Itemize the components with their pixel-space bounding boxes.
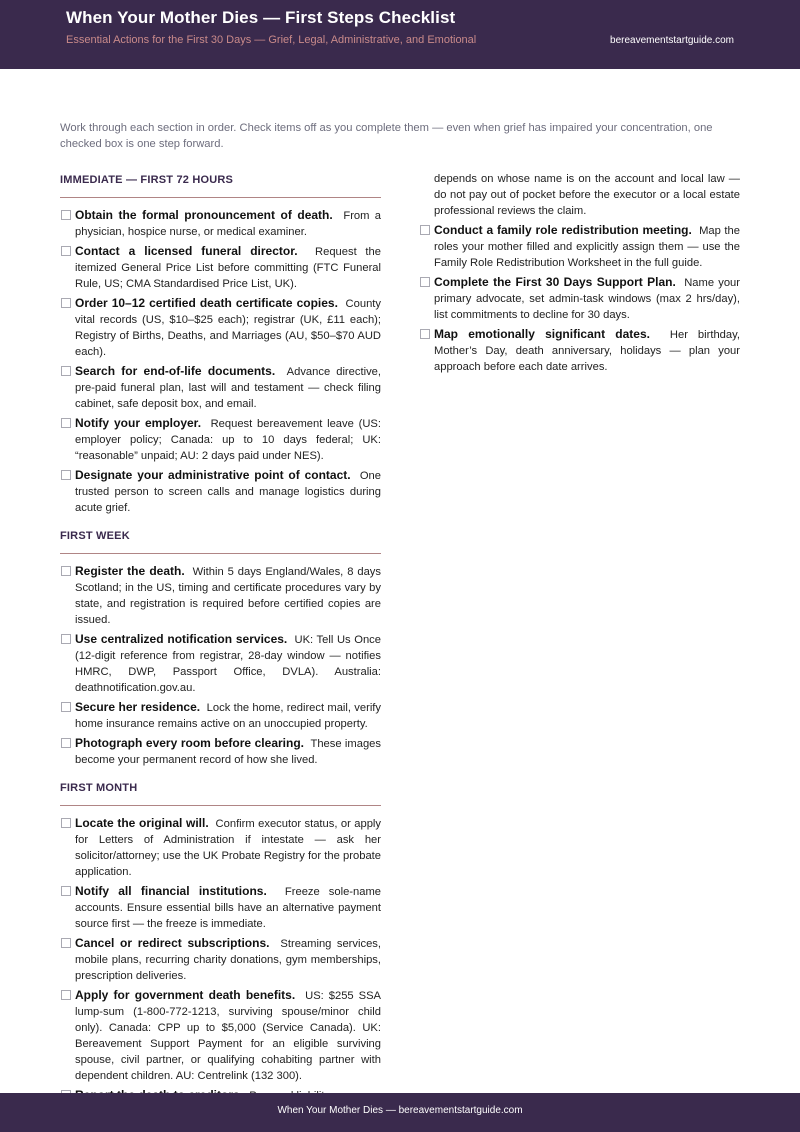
checklist-item bbox=[60, 295, 381, 360]
checkbox[interactable] bbox=[61, 738, 71, 748]
checkbox[interactable] bbox=[61, 566, 71, 576]
item-lead: Complete the First 30 Days Support Plan. bbox=[434, 275, 676, 289]
header-site-link[interactable]: bereavementstartguide.com bbox=[610, 35, 734, 46]
item-lead: Contact a licensed funeral director. bbox=[75, 244, 298, 258]
checklist-item bbox=[419, 326, 740, 375]
section-heading: FIRST WEEK bbox=[60, 526, 381, 554]
checklist-item bbox=[60, 935, 381, 984]
checklist-item bbox=[60, 815, 381, 880]
item-body: Request the itemized General Price List before committing (FTC Funeral Rule, US; CMA Standardised Price List, UK). bbox=[75, 246, 381, 290]
intro-text: Work through each section in order. Check items off as you complete them — even when grief has impaired your concentration, one checked box is one step forward. bbox=[60, 122, 713, 150]
item-lead: Locate the original will. bbox=[75, 816, 209, 830]
checkbox[interactable] bbox=[61, 470, 71, 480]
item-body: Request bereavement leave (US: employer policy; Canada: up to 10 days federal; UK: “reasonable” unpaid; AU: 2 days paid under NES). bbox=[75, 418, 381, 462]
checklist-section bbox=[60, 526, 381, 768]
item-lead: Order 10–12 certified death certificate copies. bbox=[75, 296, 338, 310]
checkbox[interactable] bbox=[61, 938, 71, 948]
checkbox[interactable] bbox=[61, 246, 71, 256]
section-heading: IMMEDIATE — FIRST 72 HOURS bbox=[60, 170, 381, 198]
item-body: These images become your permanent record of how she lived. bbox=[75, 738, 381, 766]
checkbox[interactable] bbox=[61, 634, 71, 644]
checklist-item bbox=[60, 243, 381, 292]
item-lead: Apply for government death benefits. bbox=[75, 988, 296, 1002]
item-lead: Photograph every room before clearing. bbox=[75, 736, 304, 750]
checklist-item bbox=[419, 274, 740, 323]
checkbox[interactable] bbox=[420, 225, 430, 235]
checklist-section bbox=[60, 778, 381, 1104]
item-body: County vital records (US, $10–$25 each); registrar (UK, £11 each); Registry of Births, Deaths, and Marriages (AU, $50–$70 AUD each). bbox=[75, 298, 381, 358]
continuation-text: depends on whose name is on the account and local law — do not pay out of pocket before the executor or a local estate professional reviews the claim. bbox=[434, 173, 740, 217]
checkbox[interactable] bbox=[61, 990, 71, 1000]
checklist-item bbox=[60, 467, 381, 516]
item-body: Freeze sole-name accounts. Ensure essential bills have an alternative payment source first — the freeze is immediate. bbox=[75, 886, 381, 930]
checklist-item bbox=[60, 207, 381, 240]
checkbox[interactable] bbox=[61, 702, 71, 712]
item-lead: Obtain the formal pronouncement of death. bbox=[75, 208, 333, 222]
checkbox[interactable] bbox=[420, 277, 430, 287]
checklist-item bbox=[60, 563, 381, 628]
checkbox[interactable] bbox=[61, 886, 71, 896]
checkbox[interactable] bbox=[61, 818, 71, 828]
page-footer bbox=[0, 1093, 800, 1132]
item-lead: Secure her residence. bbox=[75, 700, 201, 714]
item-body: Her birthday, Mother’s Day, death anniversary, holidays — plan your approach before each date arrives. bbox=[434, 329, 740, 373]
item-body: From a physician, hospice nurse, or medical examiner. bbox=[75, 210, 381, 238]
item-lead: Register the death. bbox=[75, 564, 185, 578]
item-body: UK: Tell Us Once (12-digit reference from registrar, 28-day window — notifies HMRC, DWP, Passport Office, DVLA). Australia: deathnotification.gov.au. bbox=[75, 634, 381, 694]
item-lead: Cancel or redirect subscriptions. bbox=[75, 936, 270, 950]
item-body: Map the roles your mother filled and explicitly assign them — use the Family Role Redistribution Worksheet in the full guide. bbox=[434, 225, 740, 269]
right-column bbox=[419, 171, 740, 378]
item-lead: Map emotionally significant dates. bbox=[434, 327, 650, 341]
item-lead: Designate your administrative point of contact. bbox=[75, 468, 351, 482]
item-lead: Search for end-of-life documents. bbox=[75, 364, 276, 378]
checklist-item bbox=[60, 699, 381, 732]
item-body: US: $255 SSA lump-sum (1-800-772-1213, surviving spouse/minor child only). Canada: CPP up to $5,000 (Service Canada). UK: Bereavement Support Payment for an eligible surviving spouse, civil partner, or qualifying cohabiting partner with dependent children. AU: Centrelink (132 300). bbox=[75, 990, 381, 1082]
item-body: Name your primary advocate, set admin-task windows (max 2 hrs/day), list commitments to decline for 30 days. bbox=[434, 277, 741, 321]
item-body: Streaming services, mobile plans, recurring charity donations, gym memberships, prescription deliveries. bbox=[75, 938, 381, 982]
item-body: Within 5 days England/Wales, 8 days Scotland; in the US, timing and certificate procedures vary by state, and registration is required before certified copies are issued. bbox=[75, 566, 381, 626]
item-lead: Notify all financial institutions. bbox=[75, 884, 267, 898]
page-subtitle: Essential Actions for the First 30 Days — Grief, Legal, Administrative, and Emotional bbox=[66, 34, 477, 46]
item-body: One trusted person to screen calls and manage logistics during acute grief. bbox=[75, 470, 382, 514]
checklist-item bbox=[60, 735, 381, 768]
checkbox[interactable] bbox=[61, 418, 71, 428]
item-lead: Conduct a family role redistribution meeting. bbox=[434, 223, 692, 237]
item-body: Lock the home, redirect mail, verify home insurance remains active on an unoccupied property. bbox=[75, 702, 382, 730]
item-body: Advance directive, pre-paid funeral plan, last will and testament — check filing cabinet, safe deposit box, and email. bbox=[75, 366, 381, 410]
checkbox[interactable] bbox=[61, 210, 71, 220]
item-lead: Notify your employer. bbox=[75, 416, 202, 430]
checklist-item bbox=[60, 363, 381, 412]
checklist-section bbox=[60, 170, 381, 516]
page-title: When Your Mother Dies — First Steps Checklist bbox=[66, 8, 456, 27]
checklist-item bbox=[60, 987, 381, 1084]
checklist-item bbox=[60, 883, 381, 932]
item-lead: Use centralized notification services. bbox=[75, 632, 288, 646]
item-body: Confirm executor status, or apply for Letters of Administration if intestate — ask her solicitor/attorney; use the UK Probate Registry for the probate application. bbox=[75, 818, 382, 878]
checklist-item bbox=[60, 631, 381, 696]
checklist-item bbox=[419, 222, 740, 271]
checkbox[interactable] bbox=[61, 298, 71, 308]
checkbox[interactable] bbox=[61, 366, 71, 376]
page-header bbox=[0, 0, 800, 69]
checkbox[interactable] bbox=[420, 329, 430, 339]
left-column bbox=[60, 170, 381, 1090]
checklist-item bbox=[60, 415, 381, 464]
footer-text: When Your Mother Dies — bereavementstartguide.com bbox=[277, 1105, 523, 1116]
section-heading: FIRST MONTH bbox=[60, 778, 381, 806]
